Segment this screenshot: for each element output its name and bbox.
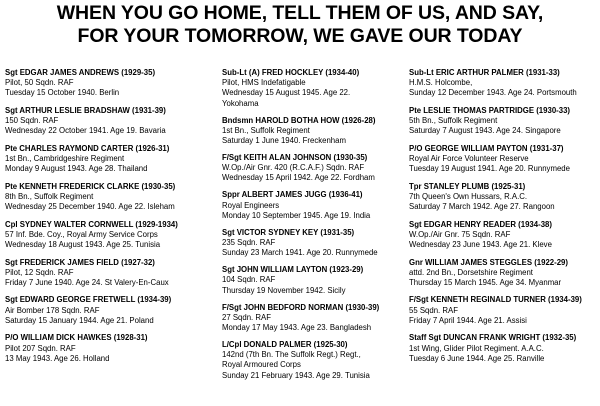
entry-detail-line: 13 May 1943. Age 26. Holland	[5, 353, 110, 363]
entry-detail-line: 57 Inf. Bde. Coy., Royal Army Service Corps	[5, 229, 158, 239]
entry-detail-line: W.Op./Air Gnr. 420 (R.C.A.F.) Sqdn. RAF	[222, 163, 365, 173]
entry-name: Pte LESLIE THOMAS PARTRIDGE (1930-33)	[409, 105, 571, 115]
entry-name: F/Sgt KEITH ALAN JOHNSON (1930-35)	[222, 153, 368, 163]
entry-detail-line: Saturday 7 August 1943. Age 24. Singapore	[409, 126, 561, 136]
memorial-entry	[409, 182, 599, 213]
entry-detail-line: Air Bomber 178 Sqdn. RAF	[5, 305, 100, 315]
roll-column-3	[409, 68, 599, 371]
memorial-entry	[222, 340, 408, 381]
entry-detail-line: Royal Engineers	[222, 200, 280, 210]
entry-detail-line: Friday 7 June 1940. Age 24. St Valery-En-Caux	[5, 277, 169, 287]
memorial-entry	[5, 182, 223, 213]
entry-detail-line: Pilot, 50 Sqdn. RAF	[5, 78, 74, 88]
entry-detail-line: Monday 10 September 1945. Age 19. India	[222, 210, 371, 220]
entry-name: Sppr ALBERT JAMES JUGG (1936-41)	[222, 190, 363, 200]
memorial-entry	[222, 190, 408, 221]
entry-detail-line: Monday 17 May 1943. Age 23. Bangladesh	[222, 323, 372, 333]
entry-detail-line: 27 Sqdn. RAF	[222, 312, 271, 322]
memorial-entry	[409, 258, 599, 289]
entry-name: F/Sgt KENNETH REGINALD TURNER (1934-39)	[409, 295, 582, 305]
entry-name: Sgt EDWARD GEORGE FRETWELL (1934-39)	[5, 295, 172, 305]
memorial-entry	[409, 220, 599, 251]
entry-name: Sgt ARTHUR LESLIE BRADSHAW (1931-39)	[5, 105, 166, 115]
memorial-entry	[222, 265, 408, 296]
entry-name: Cpl SYDNEY WALTER CORNWELL (1929-1934)	[5, 219, 178, 229]
entry-detail-line: Saturday 15 January 1944. Age 21. Poland	[5, 315, 154, 325]
entry-detail-line: Thursday 19 November 1942. Sicily	[222, 285, 346, 295]
roll-column-1	[5, 68, 223, 371]
entry-detail-line: 150 Sqdn. RAF	[5, 116, 59, 126]
memorial-entry	[222, 153, 408, 184]
entry-detail-line: W.Op./Air Gnr. 75 Sqdn. RAF	[409, 229, 511, 239]
entry-name: Pte KENNETH FREDERICK CLARKE (1930-35)	[5, 181, 176, 191]
memorial-entry	[409, 144, 599, 175]
entry-detail-line: Saturday 1 June 1940. Freckenham	[222, 136, 346, 146]
memorial-entry	[222, 228, 408, 259]
entry-detail-line: 1st Bn., Cambridgeshire Regiment	[5, 154, 125, 164]
memorial-entry	[409, 106, 599, 137]
memorial-entry	[222, 116, 408, 147]
entry-detail-line: 235 Sqdn. RAF	[222, 238, 276, 248]
roll-column-2	[222, 68, 408, 388]
memorial-entry	[409, 333, 599, 364]
entry-detail-line: Sunday 12 December 1943. Age 24. Portsmouth	[409, 88, 577, 98]
memorial-entry	[5, 68, 223, 99]
memorial-entry	[5, 258, 223, 289]
memorial-entry	[5, 144, 223, 175]
entry-name: P/O WILLIAM DICK HAWKES (1928-31)	[5, 333, 148, 343]
memorial-entry	[5, 333, 223, 364]
entry-detail-line: Wednesday 15 August 1945. Age 22.	[222, 88, 351, 98]
entry-detail-line: Pilot, HMS Indefatigable	[222, 78, 306, 88]
memorial-entry	[222, 303, 408, 334]
entry-detail-line: Sunday 21 February 1943. Age 29. Tunisia	[222, 370, 370, 380]
entry-detail-line: 142nd (7th Bn. The Suffolk Regt.) Regt.,	[222, 350, 361, 360]
memorial-title	[0, 2, 600, 48]
entry-detail-line: Thursday 15 March 1945. Age 34. Myanmar	[409, 277, 562, 287]
entry-detail-line: Tuesday 15 October 1940. Berlin	[5, 88, 120, 98]
entry-detail-line: 5th Bn., Suffolk Regiment	[409, 116, 498, 126]
entry-detail-line: 55 Sqdn. RAF	[409, 305, 458, 315]
memorial-entry	[409, 68, 599, 99]
title-line-2: FOR YOUR TOMORROW, WE GAVE OUR TODAY	[77, 25, 523, 47]
entry-detail-line: Saturday 7 March 1942. Age 27. Rangoon	[409, 202, 555, 212]
entry-name: F/Sgt JOHN BEDFORD NORMAN (1930-39)	[222, 302, 380, 312]
entry-detail-line: Wednesday 18 August 1943. Age 25. Tunisia	[5, 240, 161, 250]
entry-name: Sgt EDGAR HENRY READER (1934-38)	[409, 219, 552, 229]
entry-name: Staff Sgt DUNCAN FRANK WRIGHT (1932-35)	[409, 333, 577, 343]
entry-detail-line: Pilot, 12 Sqdn. RAF	[5, 267, 74, 277]
entry-detail-line: 104 Sqdn. RAF	[222, 275, 276, 285]
entry-detail-line: Wednesday 15 April 1942. Age 22. Fordham	[222, 173, 375, 183]
entry-name: Sub-Lt (A) FRED HOCKLEY (1934-40)	[222, 68, 360, 77]
entry-detail-line: 7th Queen's Own Hussars, R.A.C.	[409, 191, 528, 201]
title-line-1: WHEN YOU GO HOME, TELL THEM OF US, AND SAY,	[56, 2, 544, 24]
entry-name: L/Cpl DONALD PALMER (1925-30)	[222, 340, 348, 350]
entry-detail-line: Wednesday 22 October 1941. Age 19. Bavaria	[5, 126, 166, 136]
entry-name: Pte CHARLES RAYMOND CARTER (1926-31)	[5, 143, 170, 153]
entry-detail-line: Royal Armoured Corps	[222, 360, 301, 370]
memorial-entry	[409, 295, 599, 326]
entry-name: Sub-Lt ERIC ARTHUR PALMER (1931-33)	[409, 68, 560, 77]
entry-detail-line: Wednesday 23 June 1943. Age 21. Kleve	[409, 240, 552, 250]
entry-detail-line: Yokohama	[222, 98, 259, 108]
entry-name: P/O GEORGE WILLIAM PAYTON (1931-37)	[409, 143, 564, 153]
entry-name: Sgt JOHN WILLIAM LAYTON (1923-29)	[222, 265, 364, 275]
entry-detail-line: Pilot 207 Sqdn. RAF	[5, 343, 76, 353]
entry-detail-line: Tuesday 19 August 1941. Age 20. Runnymede	[409, 164, 570, 174]
entry-detail-line: Friday 7 April 1944. Age 21. Assisi	[409, 315, 527, 325]
entry-name: Bndsmn HAROLD BOTHA HOW (1926-28)	[222, 115, 376, 125]
entry-detail-line: Royal Air Force Volunteer Reserve	[409, 154, 529, 164]
entry-name: Sgt FREDERICK JAMES FIELD (1927-32)	[5, 257, 155, 267]
entry-detail-line: 1st Bn., Suffolk Regiment	[222, 125, 310, 135]
entry-detail-line: Tuesday 6 June 1944. Age 25. Ranville	[409, 353, 545, 363]
entry-name: Sgt EDGAR JAMES ANDREWS (1929-35)	[5, 68, 156, 77]
entry-name: Sgt VICTOR SYDNEY KEY (1931-35)	[222, 227, 355, 237]
memorial-entry	[5, 220, 223, 251]
entry-detail-line: H.M.S. Holcombe,	[409, 78, 473, 88]
entry-detail-line: Wednesday 25 December 1940. Age 22. Isleham	[5, 202, 175, 212]
entry-detail-line: 8th Bn., Suffolk Regiment	[5, 191, 94, 201]
entry-detail-line: Sunday 23 March 1941. Age 20. Runnymede	[222, 248, 378, 258]
entry-detail-line: 1st Wing, Glider Pilot Regiment. A.A.C.	[409, 343, 544, 353]
entry-name: Gnr WILLIAM JAMES STEGGLES (1922-29)	[409, 257, 568, 267]
entry-detail-line: Monday 9 August 1943. Age 28. Thailand	[5, 164, 148, 174]
entry-name: Tpr STANLEY PLUMB (1925-31)	[409, 181, 526, 191]
entry-detail-line: attd. 2nd Bn., Dorsetshire Regiment	[409, 267, 533, 277]
memorial-entry	[5, 295, 223, 326]
memorial-entry	[222, 68, 408, 109]
memorial-entry	[5, 106, 223, 137]
